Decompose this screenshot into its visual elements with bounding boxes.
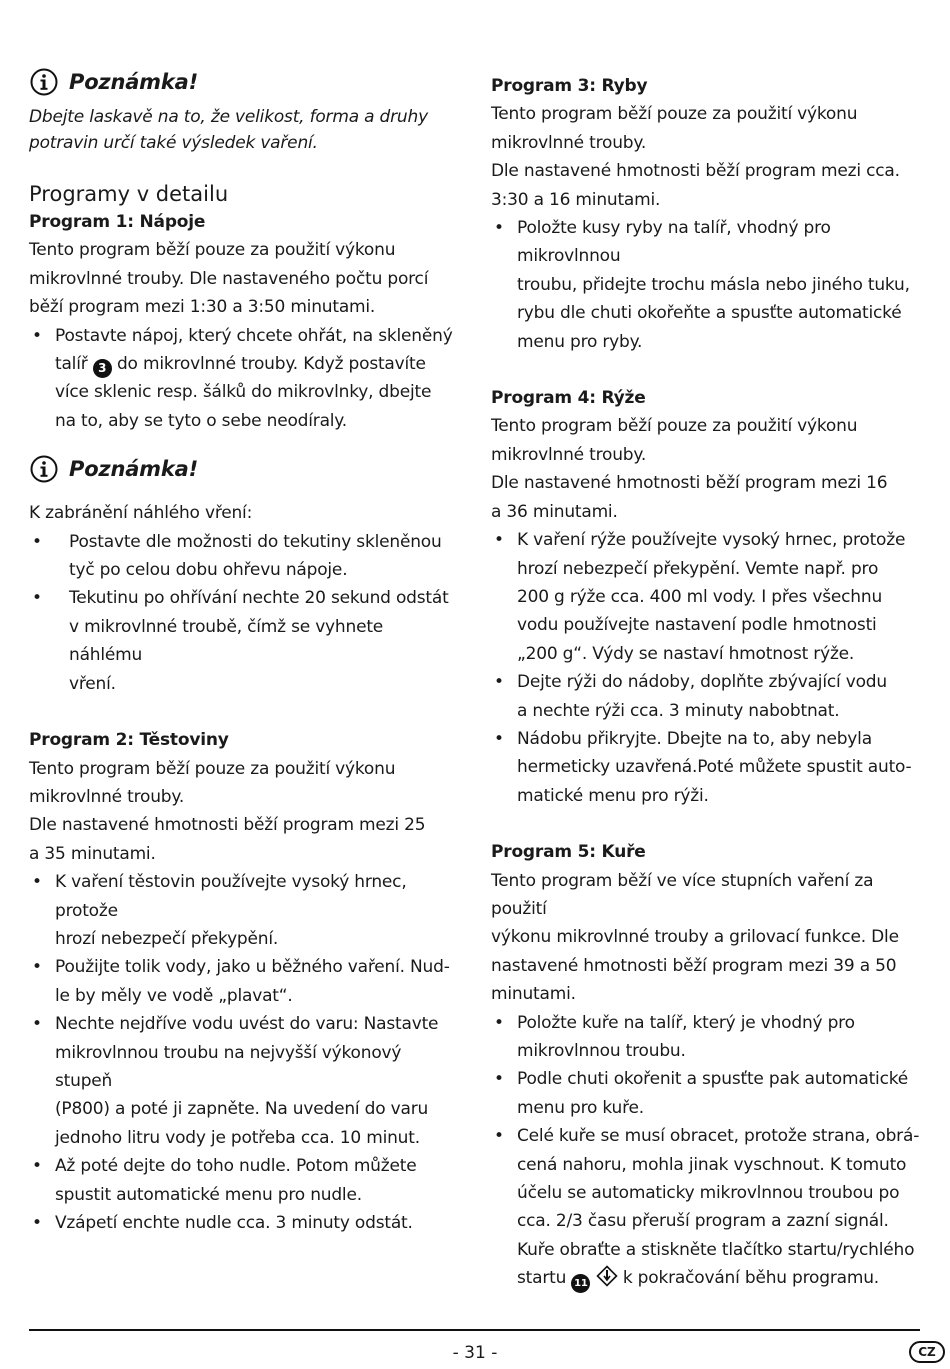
- text-line: • Až poté dejte do toho nudle. Potom můžete: [55, 1156, 417, 1177]
- note-text: [29, 104, 454, 156]
- text-line: • Vzápetí enchte nudle cca. 3 minuty odstát.: [55, 1213, 413, 1233]
- text-line: (P800) a poté ji zapněte. Na uvedení do varu: [55, 1099, 429, 1120]
- text-line: mikrovlnné trouby.: [491, 132, 647, 153]
- text-line: cca. 2/3 času přeruší program a zazní signál.: [517, 1211, 889, 1232]
- text-line: • Postavte nápoj, který chcete ohřát, na skleněný: [55, 325, 453, 346]
- text-line: Dle nastavené hmotnosti běží program mezi 25: [29, 815, 426, 836]
- text-line: • Položte kusy ryby na talíř, vhodný pro mikrovlnnou: [517, 218, 831, 267]
- text-line: 200 g rýže cca. 400 ml vody. I přes všechnu: [517, 586, 883, 607]
- bullet-item: [29, 528, 454, 585]
- text-line: le by měly ve vodě „plavat“.: [55, 985, 293, 1006]
- text-line: Dle nastavené hmotnosti běží program mezi 16: [491, 473, 888, 494]
- program-3: [491, 72, 921, 356]
- bullet-item: [29, 1152, 454, 1209]
- text-line: • Podle chuti okořenit a spusťte pak automatické: [517, 1069, 909, 1090]
- text-line: hrozí nebezpečí překypění.: [55, 928, 279, 949]
- bullet-item: [29, 1209, 454, 1237]
- bullet-item: [491, 526, 921, 668]
- bullet-item: [491, 1009, 921, 1066]
- text-line: [517, 1264, 921, 1293]
- note-text-line: potravin určí také výsledek vaření.: [29, 133, 318, 153]
- program-title: Program 3: Ryby: [491, 76, 648, 96]
- note-title: Poznámka!: [69, 457, 198, 482]
- program-title: Program 1: Nápoje: [29, 212, 206, 232]
- text-fragment: k pokračování běhu programu.: [622, 1268, 879, 1289]
- program-4: [491, 384, 921, 810]
- text-line: matické menu pro rýži.: [517, 785, 709, 806]
- program-2: [29, 726, 454, 1237]
- program-title: Program 5: Kuře: [491, 842, 646, 863]
- text-line: cená nahoru, mohla jinak vyschnout. K tomuto: [517, 1154, 907, 1175]
- text-line: na to, aby se tyto o sebe neodíraly.: [55, 410, 347, 431]
- text-line: vření.: [69, 673, 116, 694]
- note-title: Poznámka!: [69, 70, 198, 94]
- bullet-item: [29, 868, 454, 953]
- text-line: Tento program běží ve více stupních vaření za použití: [491, 870, 874, 919]
- bullet-item: [491, 668, 921, 725]
- text-line: a 36 minutami.: [491, 501, 618, 522]
- text-line: • Tekutinu po ohřívání nechte 20 sekund odstát: [69, 588, 449, 609]
- note-2-body: [29, 499, 454, 698]
- text-fragment: talíř: [55, 354, 88, 375]
- text-line: troubu, přidejte trochu másla nebo jiného tuku,: [517, 274, 910, 295]
- text-line: vodu používejte nastavení podle hmotnosti: [517, 615, 877, 636]
- text-line: mikrovlnné trouby.: [29, 786, 185, 807]
- info-icon: [29, 67, 59, 97]
- text-line: • Použijte tolik vody, jako u běžného vaření. Nud-: [55, 957, 450, 978]
- text-line: jednoho litru vody je potřeba cca. 10 minut.: [55, 1127, 420, 1148]
- text-line: nastavené hmotnosti běží program mezi 39 a 50: [491, 955, 897, 976]
- program-5: [491, 838, 921, 1293]
- bullet-item: [29, 584, 454, 698]
- text-line: Tento program běží pouze za použití výkonu: [29, 240, 396, 261]
- text-line: hrozí nebezpečí překypění. Vemte např. pro: [517, 558, 879, 579]
- text-line: více sklenic resp. šálků do mikrovlnky, dbejte: [55, 382, 432, 403]
- bullet-list: [491, 214, 921, 356]
- note-heading: [29, 62, 454, 102]
- text-line: a 35 minutami.: [29, 843, 156, 864]
- text-line: rybu dle chuti okořeňte a spusťte automatické: [517, 303, 902, 324]
- text-line: • Položte kuře na talíř, který je vhodný pro: [517, 1012, 855, 1033]
- text-line: mikrovlnnou troubu na nejvyšší výkonový stupeň: [55, 1042, 402, 1091]
- text-line: 3:30 a 16 minutami.: [491, 189, 661, 210]
- text-line: • Postavte dle možnosti do tekutiny skleněnou: [69, 531, 442, 552]
- text-line: v mikrovlnné troubě, čímž se vyhnete náhlému: [69, 616, 384, 666]
- section-title: Programy v detailu: [29, 182, 229, 206]
- note-heading: [29, 449, 454, 489]
- bullet-list: [491, 526, 921, 810]
- text-line: • K vaření těstovin používejte vysoký hrnec, protože: [55, 872, 407, 921]
- text-line: hermeticky uzavřená.Poté můžete spustit auto-: [517, 757, 912, 778]
- number-badge-icon: 11: [571, 1274, 590, 1293]
- bullet-list: [29, 868, 454, 1237]
- text-line: Tento program běží pouze za použití výkonu: [491, 416, 858, 437]
- page-number: - 31 -: [452, 1343, 498, 1363]
- text-fragment: do mikrovlnné trouby. Když postavíte: [116, 354, 426, 375]
- text-line: výkonu mikrovlnné trouby a grilovací funkce. Dle: [491, 927, 899, 948]
- bullet-item: [491, 214, 921, 356]
- text-line: běží program mezi 1:30 a 3:50 minutami.: [29, 297, 376, 318]
- text-line: tyč po celou dobu ohřevu nápoje.: [69, 560, 348, 581]
- bullet-item: [29, 1010, 454, 1152]
- text-line: • Celé kuře se musí obracet, protože strana, obrá-: [517, 1126, 920, 1147]
- text-line: [55, 350, 454, 378]
- text-line: Tento program běží pouze za použití výkonu: [29, 758, 396, 779]
- text-line: • Dejte rýži do nádoby, doplňte zbývající vodu: [517, 672, 887, 693]
- bullet-item: [491, 1065, 921, 1122]
- text-line: K zabránění náhlého vření:: [29, 503, 253, 524]
- text-line: minutami.: [491, 984, 576, 1005]
- text-line: a nechte rýži cca. 3 minuty nabobtnat.: [517, 700, 840, 721]
- text-line: Kuře obraťte a stiskněte tlačítko startu/rychlého: [517, 1239, 915, 1260]
- program-title: Program 4: Rýže: [491, 388, 646, 409]
- info-icon: [29, 454, 59, 484]
- number-badge-icon: 3: [93, 359, 112, 378]
- text-line: menu pro kuře.: [517, 1097, 644, 1118]
- text-line: • Nechte nejdříve vodu uvést do varu: Nastavte: [55, 1014, 439, 1035]
- language-badge: CZ: [909, 1341, 945, 1363]
- text-line: mikrovlnné trouby. Dle nastaveného počtu porcí: [29, 268, 429, 289]
- bullet-item: [29, 953, 454, 1010]
- text-line: Tento program běží pouze za použití výkonu: [491, 104, 858, 125]
- note-text-line: Dbejte laskavě na to, že velikost, forma a druhy: [29, 107, 428, 127]
- bullet-item: [491, 725, 921, 810]
- right-column: [491, 72, 921, 1293]
- bullet-list: [491, 1009, 921, 1294]
- bullet-list: [29, 528, 454, 698]
- text-line: menu pro ryby.: [517, 331, 643, 352]
- bullet-item: [29, 322, 454, 436]
- program-title: Program 2: Těstoviny: [29, 730, 229, 751]
- text-fragment: startu: [517, 1268, 567, 1289]
- program-1: [29, 208, 454, 435]
- left-column: [29, 62, 454, 1237]
- footer-divider: [29, 1329, 920, 1331]
- bullet-list: [29, 322, 454, 436]
- text-line: Dle nastavené hmotnosti běží program mezi cca.: [491, 161, 900, 182]
- text-line: • K vaření rýže používejte vysoký hrnec, protože: [517, 530, 906, 551]
- text-line: mikrovlnné trouby.: [491, 444, 647, 465]
- text-line: účelu se automaticky mikrovlnnou troubou po: [517, 1183, 900, 1204]
- text-line: spustit automatické menu pro nudle.: [55, 1184, 362, 1205]
- text-line: • Nádobu přikryjte. Dbejte na to, aby nebyla: [517, 728, 872, 749]
- text-line: „200 g“. Výdy se nastaví hmotnost rýže.: [517, 643, 855, 664]
- text-line: mikrovlnnou troubu.: [517, 1041, 686, 1061]
- start-diamond-icon: [596, 1265, 618, 1287]
- bullet-item: [491, 1122, 921, 1293]
